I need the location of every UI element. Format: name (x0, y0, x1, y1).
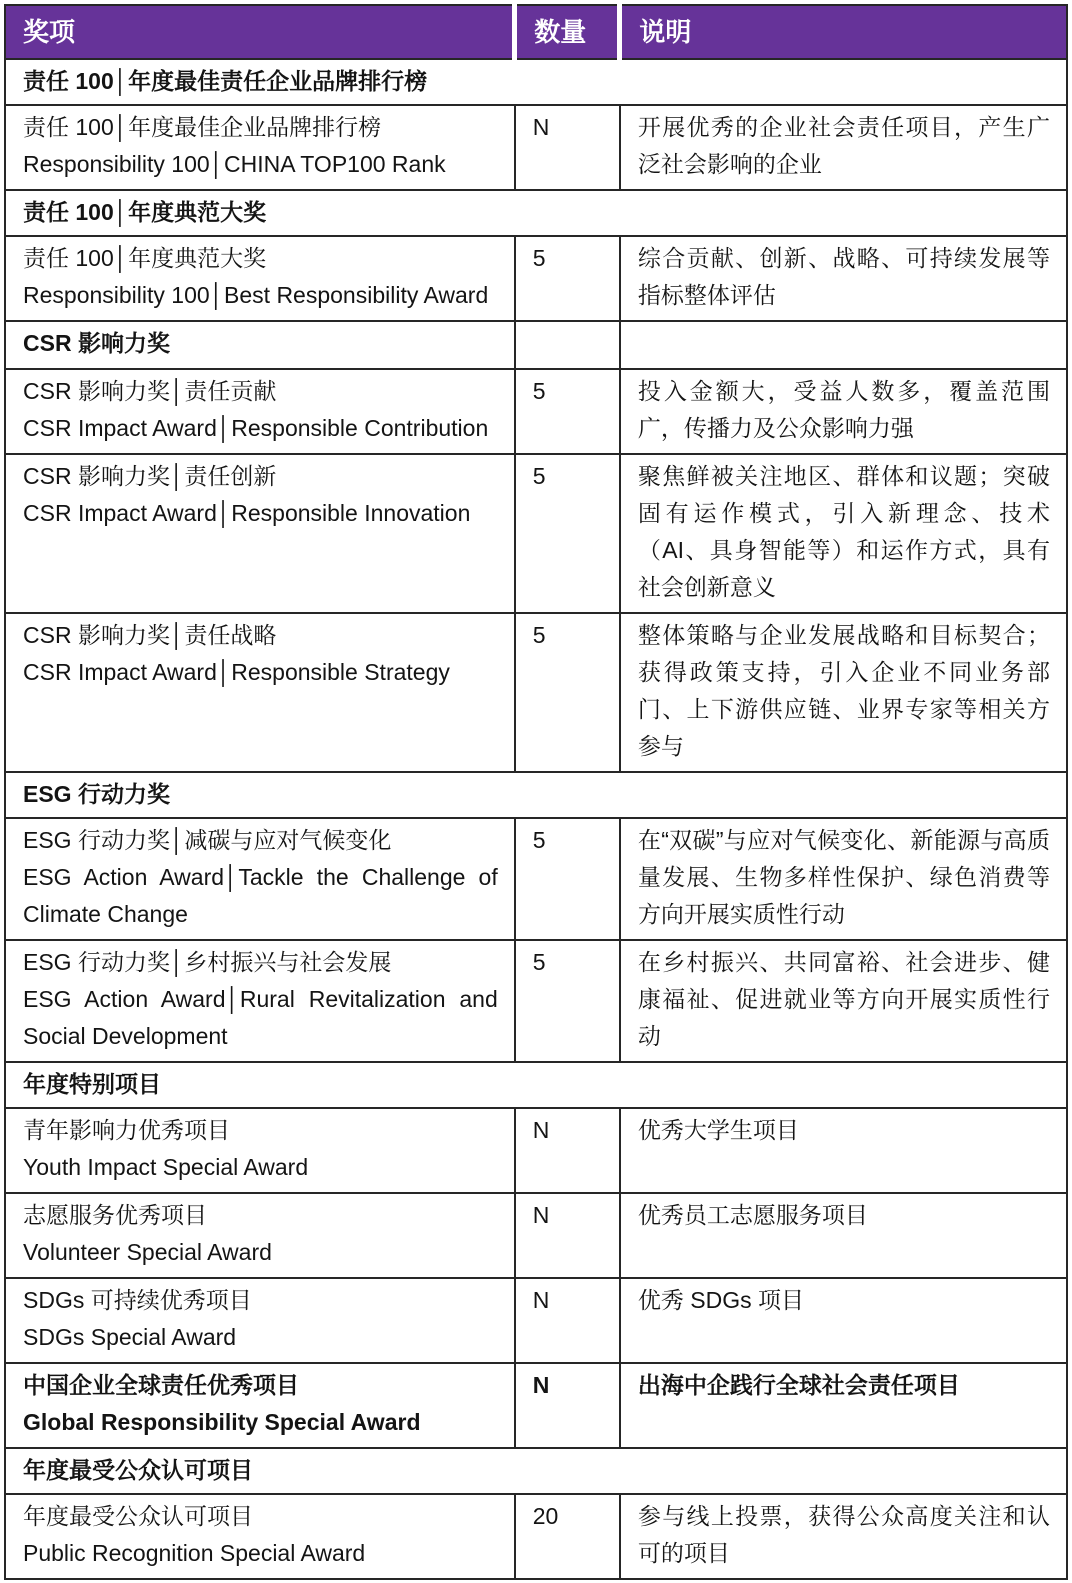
table-header-row (5, 5, 1067, 59)
award-row-bold (5, 1363, 1067, 1448)
description-cell: 开展优秀的企业社会责任项目，产生广泛社会影响的企业 (620, 105, 1067, 190)
quantity-cell: N (515, 1363, 620, 1448)
award-row (5, 369, 1067, 454)
award-name-cell (5, 613, 515, 772)
award-row (5, 1278, 1067, 1363)
description-cell: 聚焦鲜被关注地区、群体和议题；突破固有运作模式，引入新理念、技术（AI、具身智能等）和运作方式，具有社会创新意义 (620, 454, 1067, 613)
award-name-en: ESG Action Award│Rural Revitalization and Social Development (23, 986, 498, 1049)
column-header-quantity: 数量 (515, 5, 620, 59)
section-label: 责任 100│年度典范大奖 (5, 190, 1067, 236)
section-row (5, 1062, 1067, 1108)
section-row (5, 772, 1067, 818)
award-name-en: CSR Impact Award│Responsible Innovation (23, 500, 471, 526)
quantity-cell: 5 (515, 236, 620, 321)
section-label: 年度最受公众认可项目 (5, 1448, 1067, 1494)
quantity-cell (515, 321, 620, 369)
description-cell: 在“双碳”与应对气候变化、新能源与高质量发展、生物多样性保护、绿色消费等方向开展实质性行动 (620, 818, 1067, 940)
description-cell (620, 321, 1067, 369)
description-cell: 参与线上投票，获得公众高度关注和认可的项目 (620, 1494, 1067, 1579)
award-name-en: Public Recognition Special Award (23, 1540, 366, 1566)
award-name-zh: 责任 100│年度典范大奖 (23, 245, 267, 271)
description-cell: 优秀大学生项目 (620, 1108, 1067, 1193)
award-name-en: SDGs Special Award (23, 1324, 237, 1350)
award-name-en: ESG Action Award│Tackle the Challenge of Climate Change (23, 864, 498, 927)
quantity-cell: N (515, 1278, 620, 1363)
award-name-zh: ESG 行动力奖│减碳与应对气候变化 (23, 827, 392, 853)
award-name-en: Responsibility 100│CHINA TOP100 Rank (23, 151, 446, 177)
award-row (5, 1494, 1067, 1579)
award-name-cell (5, 369, 515, 454)
award-name-en: Volunteer Special Award (23, 1239, 272, 1265)
award-name-zh: 责任 100│年度最佳企业品牌排行榜 (23, 114, 382, 140)
description-cell: 优秀员工志愿服务项目 (620, 1193, 1067, 1278)
award-row (5, 818, 1067, 940)
description-cell: 出海中企践行全球社会责任项目 (620, 1363, 1067, 1448)
quantity-cell: 5 (515, 818, 620, 940)
award-name-zh: 青年影响力优秀项目 (23, 1117, 230, 1143)
award-row (5, 236, 1067, 321)
award-name-cell (5, 236, 515, 321)
description-cell: 优秀 SDGs 项目 (620, 1278, 1067, 1363)
award-name-en: Global Responsibility Special Award (23, 1409, 421, 1435)
section-row (5, 190, 1067, 236)
award-name-en: CSR Impact Award│Responsible Contribution (23, 415, 489, 441)
award-name-zh: CSR 影响力奖│责任战略 (23, 622, 277, 648)
award-name-zh: CSR 影响力奖│责任贡献 (23, 378, 277, 404)
award-name-cell (5, 818, 515, 940)
award-name-zh: ESG 行动力奖│乡村振兴与社会发展 (23, 949, 392, 975)
section-label: 责任 100│年度最佳责任企业品牌排行榜 (5, 59, 1067, 105)
award-name-en: CSR Impact Award│Responsible Strategy (23, 659, 450, 685)
award-row (5, 940, 1067, 1062)
column-header-description: 说明 (620, 5, 1067, 59)
award-name-zh: 志愿服务优秀项目 (23, 1202, 207, 1228)
award-name-cell (5, 1193, 515, 1278)
award-name-cell (5, 454, 515, 613)
quantity-cell: 5 (515, 369, 620, 454)
award-name-cell (5, 1108, 515, 1193)
column-header-award: 奖项 (5, 5, 515, 59)
award-name-zh: 年度最受公众认可项目 (23, 1503, 253, 1529)
award-row (5, 454, 1067, 613)
award-name-cell (5, 1278, 515, 1363)
quantity-cell: N (515, 1193, 620, 1278)
quantity-cell: N (515, 105, 620, 190)
award-name-en: Youth Impact Special Award (23, 1154, 309, 1180)
section-label: ESG 行动力奖 (5, 772, 1067, 818)
award-name-en: Responsibility 100│Best Responsibility Award (23, 282, 489, 308)
description-cell: 整体策略与企业发展战略和目标契合；获得政策支持，引入企业不同业务部门、上下游供应链、业界专家等相关方参与 (620, 613, 1067, 772)
section-label: 年度特别项目 (5, 1062, 1067, 1108)
section-row (5, 1448, 1067, 1494)
award-name-zh: 中国企业全球责任优秀项目 (23, 1372, 299, 1398)
quantity-cell: 5 (515, 940, 620, 1062)
awards-table (4, 4, 1068, 1580)
quantity-cell: 20 (515, 1494, 620, 1579)
award-name-zh: SDGs 可持续优秀项目 (23, 1287, 252, 1313)
description-cell: 投入金额大，受益人数多，覆盖范围广，传播力及公众影响力强 (620, 369, 1067, 454)
award-row (5, 105, 1067, 190)
award-name-zh: CSR 影响力奖│责任创新 (23, 463, 277, 489)
award-row (5, 613, 1067, 772)
section-row (5, 59, 1067, 105)
award-row (5, 1193, 1067, 1278)
quantity-cell: 5 (515, 454, 620, 613)
description-cell: 综合贡献、创新、战略、可持续发展等指标整体评估 (620, 236, 1067, 321)
award-name-cell (5, 1494, 515, 1579)
award-name-cell (5, 105, 515, 190)
award-row (5, 1108, 1067, 1193)
description-cell: 在乡村振兴、共同富裕、社会进步、健康福祉、促进就业等方向开展实质性行动 (620, 940, 1067, 1062)
award-name-cell (5, 1363, 515, 1448)
quantity-cell: 5 (515, 613, 620, 772)
quantity-cell: N (515, 1108, 620, 1193)
section-label: CSR 影响力奖 (5, 321, 515, 369)
award-name-cell (5, 940, 515, 1062)
section-row-with-cells (5, 321, 1067, 369)
